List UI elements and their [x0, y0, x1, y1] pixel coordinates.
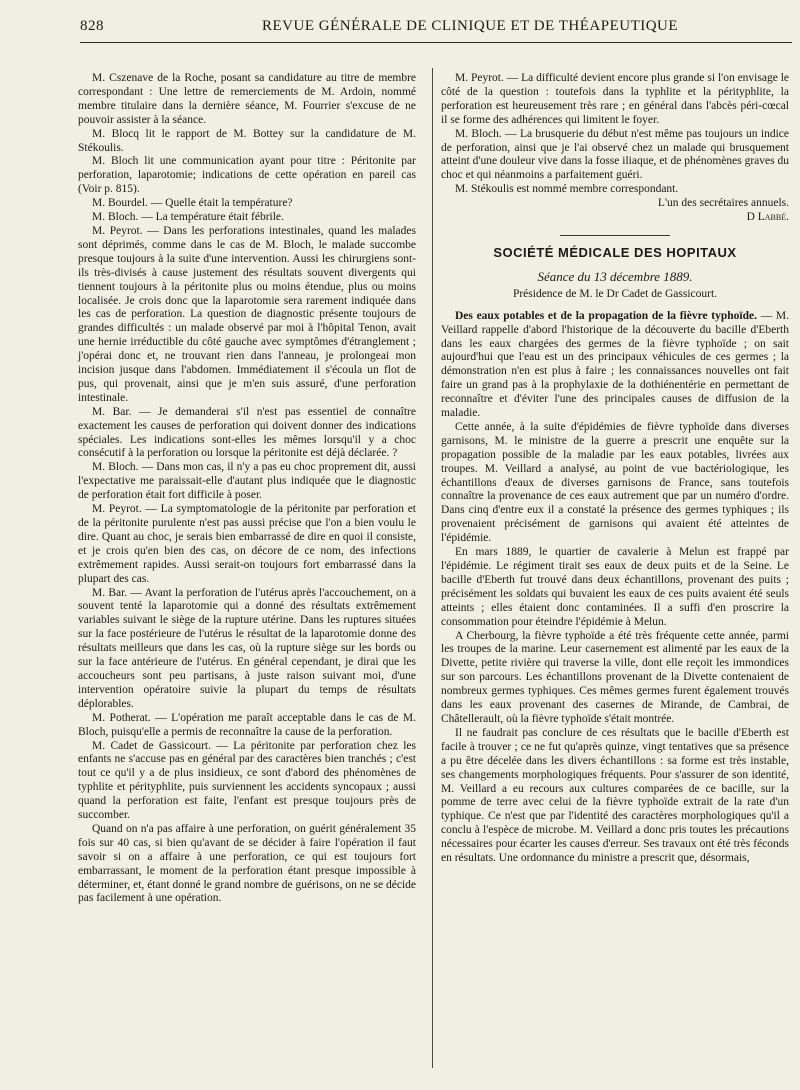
paragraph: M. Stékoulis est nommé membre correspondant.	[455, 183, 679, 196]
column-divider	[432, 68, 433, 1068]
paragraph: Quand on n'a pas affaire à une perforation, on guérit généralement 35 fois sur 40 cas, si bien qu'avant de se décider à faire l'opération il faut savoir si on a affaire à une perforation, ce qui est toujours fort embarrassant, le moment de la perforation étant presque impossible à déterminer, et, étant donné le grand nombre de guérisons, on ne se décide pas facilement à une opération.	[78, 822, 416, 905]
header-rule	[80, 42, 792, 43]
paragraph: M. Peyrot. — Dans les perforations intestinales, quand les malades sont déprimés, comme dans le cas de M. Bloch, le malade succombe presque toujours à la suite d'une intervention. Aussi les chirurgiens sont-ils très-divisés à cause justement des résultats souvent divergents qui tiennent toujours à la péritonite plus ou moins étendue, plus ou moins localisée. Je crois donc que la laparotomie sera rarement indiquée dans les cas de perforation. La question de diagnostic présente toujours de grandes difficultés : un malade observé par moi à l'hôpital Tenon, avait une hernie irréductible du côté gauche avec symptômes d'étranglement ; j'opérai donc et, ne trouvant rien dans l'anneau, je prolongeai mon incision jusque dans l'abdomen. Immédiatement il s'écoula un flot de pus, qui provenait, ainsi que je m'en suis assuré, d'une perforation intestinale.	[78, 224, 416, 404]
secretary-signoff: L'un des secrétaires annuels.	[657, 197, 789, 210]
right-column	[441, 72, 789, 866]
paragraph: M. Bloch. — La brusquerie du début n'est même pas toujours un indice de perforation, ainsi que je l'ai observé chez un malade qui brusquement atteint d'une douleur vive dans la fosse iliaque, et de phénomènes graves du choc et qui néanmoins a parfaitement guéri.	[441, 127, 789, 182]
left-column	[78, 72, 416, 906]
page-number: 828	[80, 18, 104, 34]
paragraph: M. Peyrot. — La difficulté devient encore plus grande si l'on envisage le côté de la question : toutefois dans la typhlite et la pérityphlite, la perforation est heureusement très rare ; en général dans l'abcès péri-cœcal il se forme des adhérences qui limitent le foyer.	[441, 72, 789, 126]
paragraph: M. Bar. — Je demanderai s'il n'est pas essentiel de connaître exactement les causes de perforation qui doivent donner des indications spéciales. Les indications sont-elles les mêmes lorsqu'il y a choc consécutif à la perforation ou lorsque la péritonite est déjà déclarée. ?	[78, 405, 416, 460]
paragraph: M. Bourdel. — Quelle était la température?	[92, 197, 293, 210]
paragraph: M. Bloch. — Dans mon cas, il n'y a pas eu choc proprement dit, aussi l'expectative me paraissait-elle d'autant plus indiquée que le diagnostic de perforation était fort difficile à poser.	[78, 461, 416, 502]
secretary-signature: D Labbé.	[746, 211, 789, 224]
paragraph: M. Bloch lit une communication ayant pour titre : Péritonite par perforation, laparotomie; indications de cette opération en pareil cas (Voir p. 815).	[78, 155, 416, 196]
paragraph: M. Potherat. — L'opération me paraît acceptable dans le cas de M. Bloch, puisqu'elle a permis de reconnaître la cause de la perforation.	[78, 711, 416, 738]
topic-text: — M. Veillard rappelle d'abord l'historique de la découverte du bacille d'Eberth dans les eaux chargées des germes de la fièvre typhoïde ; on sait aujourd'hui que l'eau est un des principaux véhicules de ces germes ; la démonstration n'en est plus à faire ; les connaissances nouvelles ont fait faire un grand pas à la prophylaxie de la dothiénentérie en permettant de reconnaître et d'éviter l'une des principales causes de diffusion de la maladie.	[441, 309, 789, 420]
paragraph: M. Bloch. — La température était fébrile.	[92, 211, 284, 224]
section-rule	[560, 235, 670, 236]
paragraph: M. Cszenave de la Roche, posant sa candidature au titre de membre correspondant : Une lettre de remerciements de M. Ardoin, nommé membre titulaire dans la dernière séance, M. Fourrier s'excuse de ne pouvoir assister à la séance.	[78, 72, 416, 126]
paragraph: En mars 1889, le quartier de cavalerie à Melun est frappé par l'épidémie. Le régiment tirait ses eaux de deux puits et de la Seine. Le bacille d'Eberth fut trouvé dans deux échantillons, provenant des puits ; précisément les soldats qui buvaient les eaux de ces puits avaient été seuls atteints ; elles étaient donc contaminées. Il a suffi d'en proscrire la consommation pour éteindre l'épidémie à Melun.	[441, 546, 789, 628]
topic-title: Des eaux potables et de la propagation de la fièvre typhoïde.	[455, 309, 757, 322]
topic-paragraph	[441, 310, 789, 421]
running-title: REVUE GÉNÉRALE DE CLINIQUE ET DE THÉAPEUTIQUE	[262, 18, 679, 34]
paragraph: A Cherbourg, la fièvre typhoïde a été très fréquente cette année, parmi les troupes de la marine. Leur casernement est alimenté par les eaux de la Divette, petite rivière qui traverse la ville, dont elle reçoit les immondices sur son parcours. Les échantillons provenant de la Divette contenaient de nombreux germes typhiques. Ces mêmes germes furent également trouvés dans les eaux provenant des casernes de Mirande, de Cambrai, de Châtellerault, où la fièvre typhoïde s'était montrée.	[441, 629, 789, 725]
page-header	[80, 18, 780, 40]
section-heading: SOCIÉTÉ MÉDICALE DES HOPITAUX	[493, 244, 737, 260]
paragraph: M. Cadet de Gassicourt. — La péritonite par perforation chez les enfants ne s'accuse pas en général par des caractères bien tranchés ; c'est tout ce qu'il y a de plus insidieux, ce sont d'abord des phénomènes de typhlite et pérityphlite, puis surviennent les accidents syncopaux ; aussi quand la perforation est faite, l'enfant est presque toujours près de succomber.	[78, 739, 416, 822]
paragraph: M. Blocq lit le rapport de M. Bottey sur la candidature de M. Stékoulis.	[78, 127, 416, 154]
paragraph: M. Bar. — Avant la perforation de l'utérus après l'accouchement, on a souvent tenté la laparotomie qui a donné des résultats extrêmement variables suivant le siège de la rupture utérine. Dans les ruptures situées sur la face postérieure de l'utérus le résultat de la laparotomie donne des résultats meilleurs que dans les cas, où la rupture siège sur les bords ou sur la face antérieure de l'utérus. En général cependant, je dirai que les accoucheurs sont peu partisans, à juste raison suivant moi, d'une intervention opératoire suivie la plupart du temps de résultats déplorables.	[78, 586, 416, 710]
presidency-line: Présidence de M. le Dr Cadet de Gassicourt.	[512, 287, 718, 300]
paragraph: Il ne faudrait pas conclure de ces résultats que le bacille d'Eberth est facile à trouver ; ce ne fut qu'après quinze, vingt tentatives que sa présence a pu être décelée dans les divers échantillons : sa forme est très instable, ses changements morphologiques fréquents. Pour s'assurer de son identité, M. Veillard a eu recours aux cultures comparées de ce bacille, sur la pomme de terre avec celui de la fièvre typhoïde extrait de la rate d'un typhique. Ce n'est que par l'identité des caractères morphologiques qu'il a conclu à l'espèce de microbe. M. Veillard a donc pris toutes les précautions nécessaires pour écarter les causes d'erreur. Ses travaux ont été très féconds en résultats. Une ordonnance du ministre a prescrit que, désormais,	[441, 726, 789, 865]
paragraph: M. Peyrot. — La symptomatologie de la péritonite par perforation et de la péritonite purulente n'est pas aussi précise que l'on a bien voulu le dire. Quant au choc, je serais bien embarrassé de dire en quoi il consiste, et je crois qu'en bien des cas, on décore de ce nom, des infections extrêmement rapides. Aussi serait-on toujours fort embarrassé dans la plupart des cas.	[78, 503, 416, 585]
paragraph: Cette année, à la suite d'épidémies de fièvre typhoïde dans diverses garnisons, M. le ministre de la guerre a prescrit une enquête sur la propagation possible de la maladie par les eaux potables, livrées aux troupes. M. Veillard a analysé, au point de vue bactériologique, les échantillons d'eaux de diverses garnisons de France, sans toutefois connaître la provenance de ces eaux autrement que par un numéro d'ordre. Dans cinq d'entre eux il a constaté la présence des germes typhiques ; ils provenaient précisément de garnisons qui avaient été atteintes de l'épidémie.	[441, 420, 789, 545]
session-date: Séance du 13 décembre 1889.	[537, 268, 693, 284]
